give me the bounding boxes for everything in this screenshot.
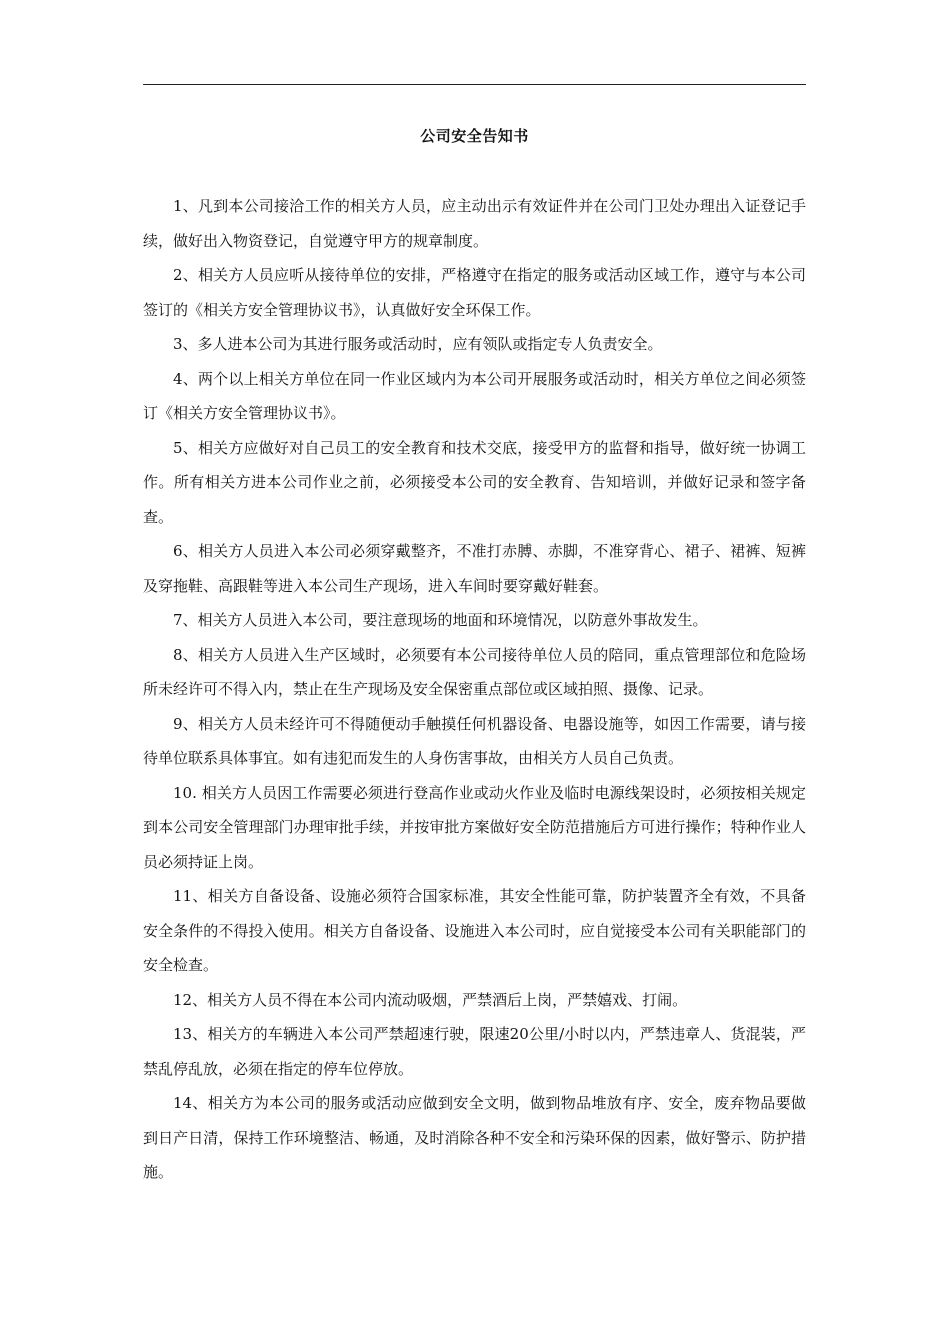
- notice-item-7: 7、相关方人员进入本公司，要注意现场的地面和环境情况，以防意外事故发生。: [173, 611, 708, 629]
- header-rule: [143, 84, 806, 85]
- notice-item-9: 9、相关方人员未经许可不得随便动手触摸任何机器设备、电器设施等，如因工作需要，请与接待单位联系具体事宜。如有违犯而发生的人身伤害事故，由相关方人员自己负责。: [143, 714, 806, 767]
- document-body: [143, 189, 806, 1190]
- document-title: 公司安全告知书: [420, 127, 529, 145]
- notice-item-10: 10. 相关方人员因工作需要必须进行登高作业或动火作业及临时电源线架设时，必须按相关规定到本公司安全管理部门办理审批手续，并按审批方案做好安全防范措施后方可进行操作；特种作业人员必须持证上岗。: [143, 783, 806, 871]
- notice-item-14: 14、相关方为本公司的服务或活动应做到安全文明，做到物品堆放有序、安全，废弃物品要做到日产日清，保持工作环境整洁、畅通，及时消除各种不安全和污染环保的因素，做好警示、防护措施。: [143, 1094, 806, 1181]
- notice-item-3: 3、多人进本公司为其进行服务或活动时，应有领队或指定专人负责安全。: [173, 335, 663, 353]
- notice-item-12: 12、相关方人员不得在本公司内流动吸烟，严禁酒后上岗，严禁嬉戏、打闹。: [173, 990, 688, 1009]
- notice-item-1: 1、凡到本公司接洽工作的相关方人员，应主动出示有效证件并在公司门卫处办理出入证登记手续，做好出入物资登记，自觉遵守甲方的规章制度。: [143, 197, 806, 250]
- notice-item-8: 8、相关方人员进入生产区域时，必须要有本公司接待单位人员的陪同，重点管理部位和危险场所未经许可不得入内，禁止在生产现场及安全保密重点部位或区域拍照、摄像、记录。: [143, 645, 806, 698]
- notice-item-6: 6、相关方人员进入本公司必须穿戴整齐，不准打赤膊、赤脚，不准穿背心、裙子、裙裤、短裤及穿拖鞋、高跟鞋等进入本公司生产现场，进入车间时要穿戴好鞋套。: [143, 542, 806, 595]
- notice-item-13: 13、相关方的车辆进入本公司严禁超速行驶，限速20公里/小时以内，严禁违章人、货混装，严禁乱停乱放，必须在指定的停车位停放。: [143, 1025, 806, 1078]
- notice-item-11: 11、相关方自备设备、设施必须符合国家标准，其安全性能可靠，防护装置齐全有效，不具备安全条件的不得投入使用。相关方自备设备、设施进入本公司时，应自觉接受本公司有关职能部门的安全检查。: [143, 887, 806, 974]
- notice-item-5: 5、相关方应做好对自己员工的安全教育和技术交底，接受甲方的监督和指导，做好统一协调工作。所有相关方进本公司作业之前，必须接受本公司的安全教育、告知培训，并做好记录和签字备查。: [143, 438, 806, 526]
- notice-item-4: 4、两个以上相关方单位在同一作业区域内为本公司开展服务或活动时，相关方单位之间必须签订《相关方安全管理协议书》。: [143, 369, 806, 422]
- notice-item-2: 2、相关方人员应听从接待单位的安排，严格遵守在指定的服务或活动区域工作，遵守与本公司签订的《相关方安全管理协议书》，认真做好安全环保工作。: [143, 266, 806, 319]
